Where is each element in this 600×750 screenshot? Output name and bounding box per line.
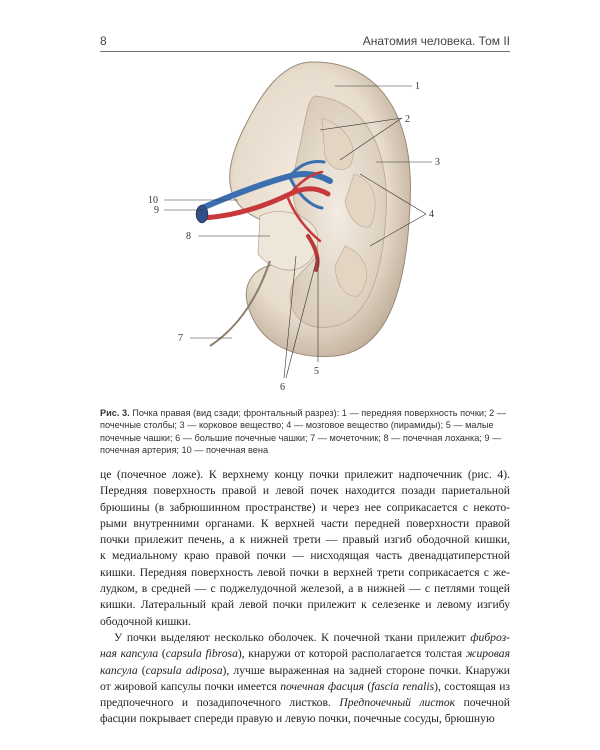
latin-term: fascia renalis: [371, 679, 435, 693]
text-line: к медиальному краю правой почки — нисходящая часть двенадцатиперстной: [100, 549, 510, 563]
caption-lead: Рис. 3.: [100, 408, 130, 418]
text-run: (: [158, 647, 166, 661]
text-line: почки прилежит печень, а к нижней трети — правый изгиб ободочной кишки,: [100, 533, 510, 547]
label-7: 7: [178, 333, 183, 344]
label-6: 6: [280, 382, 285, 393]
text-run: от жировой капсулы почки имеется: [100, 679, 281, 693]
text-run: У почки выделяют несколько оболочек. К почечной ткани прилежит: [114, 630, 471, 644]
text-run: из предпочечного и позадипочечного листков.: [100, 679, 511, 710]
latin-term: capsula fibrosa: [165, 647, 238, 661]
latin-term: capsula adiposa: [145, 663, 223, 677]
text-run: (: [137, 663, 146, 677]
text-line: брюшины (в забрюшинном пространстве) и через нее соприкасается с некото-: [100, 500, 510, 514]
text-run: фасции покрывает спереди правую и левую почки, почечные сосуды, брюшную: [100, 712, 495, 726]
page-header: [100, 34, 510, 52]
label-8: 8: [186, 231, 191, 242]
page-number: 8: [100, 34, 107, 48]
text-line: лудком, в средней — с поджелудочной железой, а в нижней — с петлями тощей: [100, 582, 510, 596]
paragraph-1: [100, 467, 510, 630]
label-2: 2: [405, 114, 410, 125]
term-italic: ная капсула: [100, 647, 159, 661]
label-10: 10: [148, 195, 158, 206]
main-text: [100, 467, 510, 728]
label-4: 4: [429, 209, 434, 220]
text-line: Передняя поверхность правой и левой почек находится позади париетальной: [100, 484, 510, 498]
caption-text: Почка правая (вид сзади; фронтальный разрез): 1 — передняя поверхность почки; 2 — почечные столбы; 3 — корковое вещество; 4 — мозговое вещество (пирамиды); 5 — малые почечные чашки; 6 — большие почечные чашки; 7 — мочеточник; 8 — почечная лоханка; 9 — почечная артерия; 10 — почечная вена: [100, 408, 506, 456]
term-italic: фиброз-: [470, 630, 510, 644]
label-5: 5: [314, 366, 319, 377]
label-1: 1: [415, 81, 420, 92]
header-rule: [100, 51, 510, 52]
text-run: ), состоящая: [434, 679, 496, 693]
text-line: рыми внутренними органами. К верхней части передней поверхности правой: [100, 516, 510, 530]
label-3: 3: [435, 157, 440, 168]
term-italic: Предпочечный листок: [339, 696, 456, 710]
text-line: це (почечное ложе). К верхнему концу почки прилежит надпочечник (рис. 4).: [100, 468, 510, 481]
text-run: ), кнаружи от которой располагается толстая: [237, 647, 466, 661]
running-title: Анатомия человека. Том II: [362, 34, 510, 48]
term-italic: капсула: [100, 663, 138, 677]
term-italic: жировая: [465, 647, 510, 661]
text-line: кишки. Латеральный край левой почки прилежит к селезенке и левому изгибу: [100, 598, 510, 612]
figure-caption: [100, 407, 510, 457]
text-run: (: [364, 679, 372, 693]
kidney-illustration: [140, 56, 470, 406]
text-line: ободочной кишки.: [100, 614, 191, 628]
paragraph-2: [100, 630, 510, 728]
text-line: кишки. Передняя поверхность левой почки в верхней трети соприкасается с же-: [100, 565, 510, 579]
term-italic: почечная фасция: [280, 679, 365, 693]
text-run: почечной: [455, 696, 510, 710]
label-9: 9: [154, 205, 159, 216]
kidney-drawing: [140, 56, 470, 406]
text-run: ), лучше выраженная на задней стороне почки. Кнаружи: [222, 663, 510, 677]
